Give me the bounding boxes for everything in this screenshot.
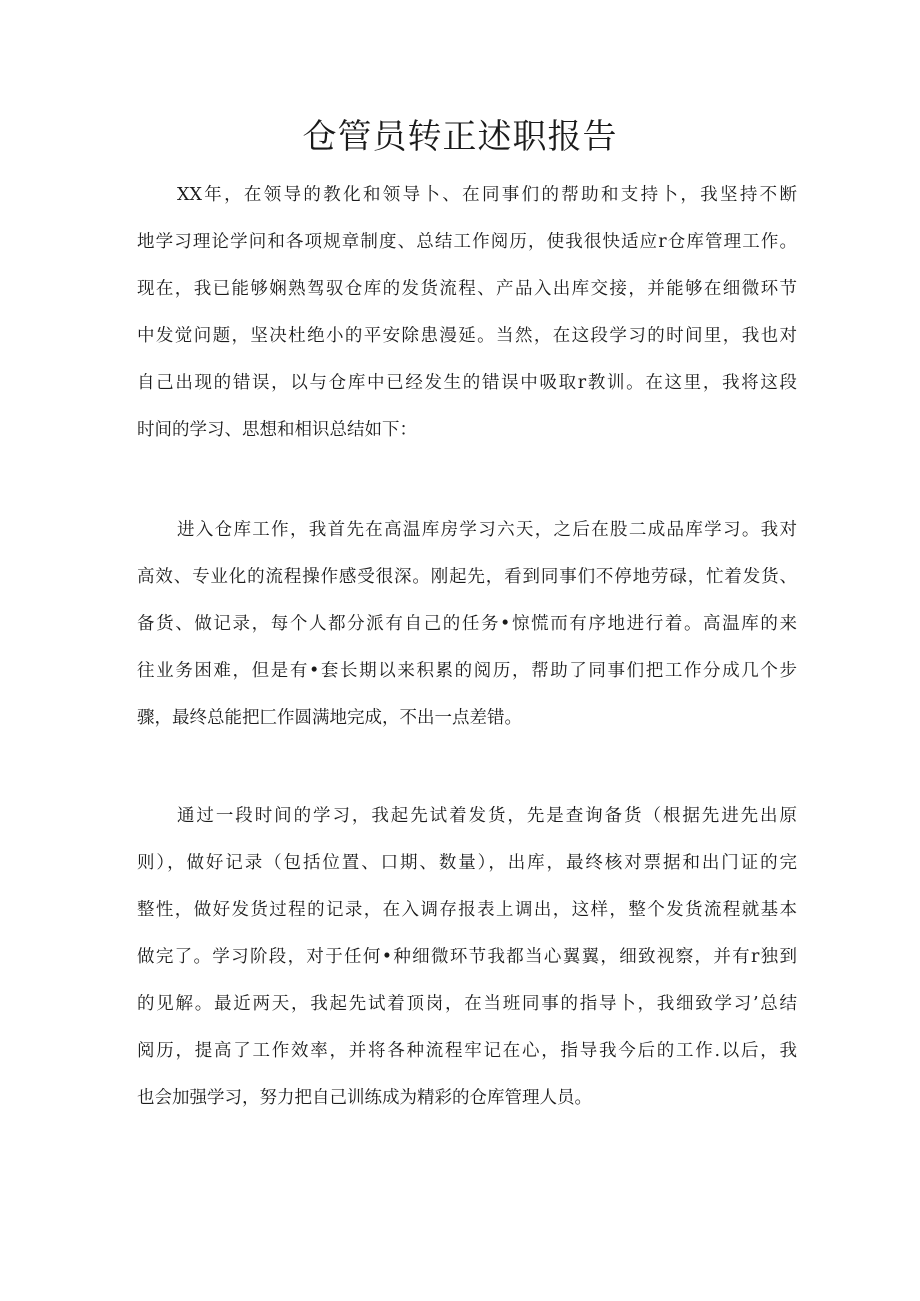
paragraph-3-line-6: 阅历，提高了工作效率，并将各种流程牢记在心，指导我今后的工作.以后，我 — [137, 1041, 797, 1061]
paragraph-1-line-4: 中发觉问题，坚决杜绝小的平安除患漫延。当然，在这段学习的时间里，我也对 — [137, 326, 797, 346]
paragraph-3-line-2: 则），做好记录（包括位置、口期、数量），出库，最终核对票据和出门证的完 — [137, 853, 797, 873]
paragraph-3-line-3: 整性，做好发货过程的记录，在入调存报表上调出，这样，整个发货流程就基本 — [137, 900, 797, 920]
document-title: 仓管员转正述职报告 — [302, 117, 618, 157]
paragraph-2-line-2: 高效、专业化的流程操作感受很深。刚起先，看到同事们不停地劳碌，忙着发货、 — [137, 567, 797, 587]
paragraph-2-line-4: 往业务困难，但是有•套长期以来积累的阅历，帮助了同事们把工作分成几个步 — [137, 661, 797, 681]
paragraph-3-line-1: 通过一段时间的学习，我起先试着发货，先是查询备货（根据先进先出原 — [177, 806, 797, 826]
paragraph-1-line-1: XX年，在领导的教化和领导卜、在同事们的帮助和支持卜，我坚持不断 — [177, 185, 797, 205]
paragraph-1-line-5: 自己出现的错误，以与仓库中已经发生的错误中吸取r教训。在这里，我将这段 — [137, 373, 797, 393]
paragraph-3-line-5: 的见解。最近两天，我起先试着顶岗，在当班同事的指导卜，我细致学习’总结 — [137, 994, 797, 1014]
paragraph-2-line-1: 进入仓库工作，我首先在高温库房学习六天，之后在股二成品库学习。我对 — [177, 520, 797, 540]
paragraph-1-line-3: 现在，我已能够娴熟驾驭仓库的发货流程、产品入出库交接，并能够在细微环节 — [137, 279, 797, 299]
paragraph-3-line-4: 做完了。学习阶段，对于任何•种细微环节我都当心翼翼，细致视察，并有r独到 — [137, 947, 797, 967]
paragraph-1-line-6: 时间的学习、思想和相识总结如下： — [137, 420, 417, 440]
paragraph-2-line-3: 备货、做记录，每个人都分派有自己的任务•惊慌而有序地进行着。高温库的来 — [137, 614, 797, 634]
paragraph-2-line-5: 骤，最终总能把匚作圆满地完成，不出一点差错。 — [137, 708, 522, 728]
paragraph-1-line-2: 地学习理论学问和各项规章制度、总结工作阅历，使我很快适应r仓库管理工作。 — [137, 232, 797, 252]
paragraph-3-line-7: 也会加强学习，努力把自己训练成为精彩的仓库管理人员。 — [137, 1088, 592, 1108]
